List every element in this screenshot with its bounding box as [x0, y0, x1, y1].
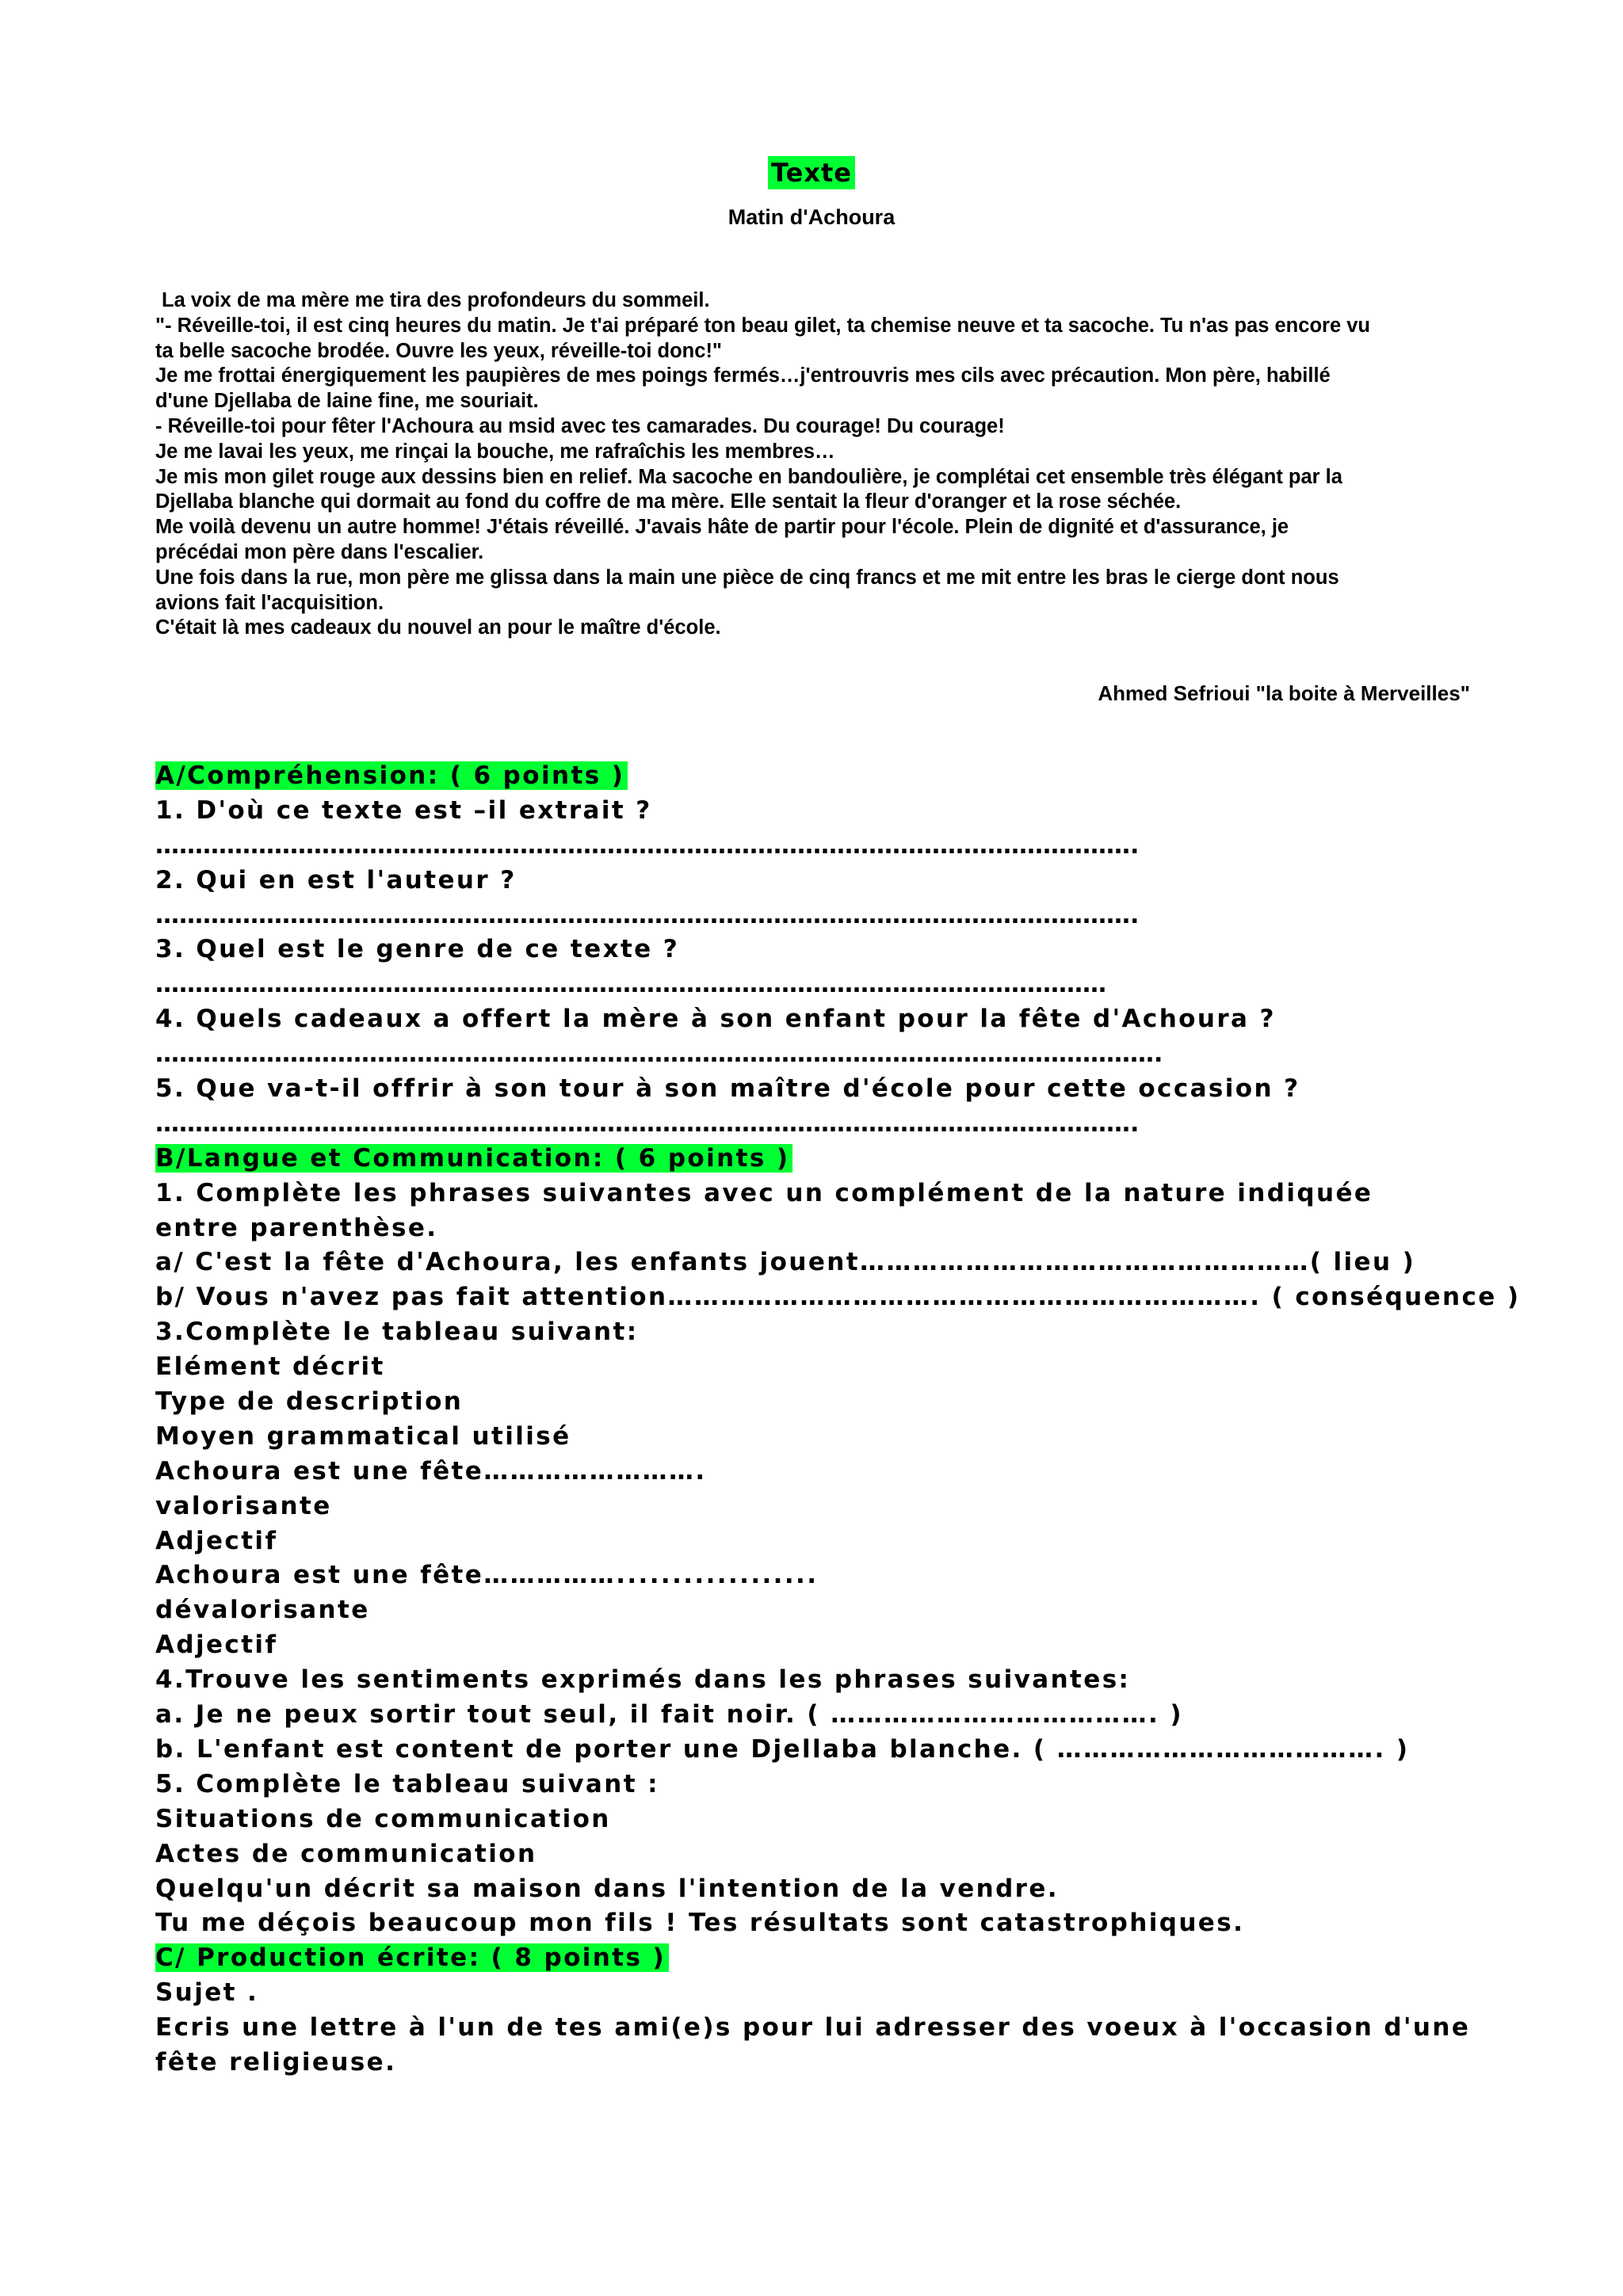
exercise-b4-item-a[interactable]: a. Je ne peux sortir tout seul, il fait noir. ( ………………………………. ) — [155, 1700, 1183, 1730]
answer-line-2[interactable]: ……………………………………………………………………………………………………………. — [155, 901, 1140, 929]
passage-line: - Réveille-toi pour fêter l'Achoura au msid avec tes camarades. Du courage! Du courage! — [155, 414, 1005, 437]
passage-line: d'une Djellaba de laine fine, me souriait. — [155, 390, 539, 413]
table-header-element: Elément décrit — [155, 1352, 385, 1382]
question-4: 4. Quels cadeaux a offert la mère à son enfant pour la fête d'Achoura ? — [155, 1005, 1276, 1034]
section-b-heading-line — [155, 1142, 1503, 1177]
question-2: 2. Qui en est l'auteur ? — [155, 865, 517, 894]
section-c-heading-line — [155, 1941, 1503, 1976]
table-cell: dévalorisante — [155, 1596, 370, 1625]
exercise-b3-heading: 3.Complète le tableau suivant: — [155, 1318, 639, 1347]
table-row-situation: Quelqu'un décrit sa maison dans l'intention de la vendre. — [155, 1874, 1059, 1903]
section-c-heading: C/ Production écrite: ( 8 points ) — [155, 1943, 669, 1972]
passage-line: Je me frottai énergiquement les paupières de mes poings fermés…j'entrouvris mes cils avec précaution. Mon père, habillé — [155, 364, 1331, 387]
question-1: 1. D'où ce texte est –il extrait ? — [155, 795, 652, 825]
passage-line: Une fois dans la rue, mon père me glissa dans la main une pièce de cinq francs et me mit entre les bras le cierge dont nous — [155, 566, 1339, 589]
page-title: Texte — [768, 156, 855, 189]
answer-line-3[interactable]: ………………………………………………………………………………………………………… — [155, 971, 1106, 999]
answer-line-1[interactable]: ……………………………………………………………………………………………………………. — [155, 831, 1140, 860]
table-cell: Adjectif — [155, 1526, 278, 1555]
exercise-b4-heading: 4.Trouve les sentiments exprimés dans les phrases suivantes: — [155, 1665, 1131, 1695]
passage-line: avions fait l'acquisition. — [155, 591, 384, 614]
passage-line: ta belle sacoche brodée. Ouvre les yeux, réveille-toi donc!" — [155, 339, 723, 362]
section-a-heading: A/Compréhension: ( 6 points ) — [155, 761, 628, 790]
section-b-heading: B/Langue et Communication: ( 6 points ) — [155, 1144, 792, 1173]
table-header-means: Moyen grammatical utilisé — [155, 1421, 571, 1451]
table-header-situations: Situations de communication — [155, 1804, 611, 1833]
exercise-b5-heading: 5. Complète le tableau suivant : — [155, 1769, 659, 1798]
table-row-situation: Tu me déçois beaucoup mon fils ! Tes résultats sont catastrophiques. — [155, 1909, 1245, 1938]
source-citation: Ahmed Sefrioui "la boite à Merveilles" — [1098, 681, 1470, 705]
passage-line: Je me lavai les yeux, me rinçai la bouche, me rafraîchis les membres… — [155, 440, 835, 463]
exercises — [155, 759, 1521, 2081]
exercise-b1-item-a[interactable]: a/ C'est la fête d'Achoura, les enfants jouent……………………………………………( lieu ) — [155, 1248, 1416, 1277]
table-header-type: Type de description — [155, 1387, 464, 1417]
passage-line: précédai mon père dans l'escalier. — [155, 540, 484, 563]
question-3: 3. Quel est le genre de ce texte ? — [155, 935, 680, 964]
reading-passage — [155, 288, 1487, 641]
passage-line: Djellaba blanche qui dormait au fond du coffre de ma mère. Elle sentait la fleur d'oranger et la rose séchée. — [155, 490, 1182, 513]
section-a-heading-line — [155, 759, 1503, 794]
title-container — [0, 155, 1623, 190]
passage-line: Je mis mon gilet rouge aux dessins bien en relief. Ma sacoche en bandoulière, je complétai cet ensemble très élégant par la — [155, 465, 1342, 488]
subject-line — [155, 1976, 1503, 2011]
passage-line: "- Réveille-toi, il est cinq heures du matin. Je t'ai préparé ton beau gilet, ta chemise neuve et ta sacoche. Tu n'as pas encore vu — [155, 314, 1370, 337]
subtitle-container — [0, 205, 1623, 230]
exercise-b1-instruction: 1. Complète les phrases suivantes avec un complément de la nature indiquée — [155, 1178, 1373, 1207]
passage-line: C'était là mes cadeaux du nouvel an pour le maître d'école. — [155, 616, 721, 639]
question-5: 5. Que va-t-il offrir à son tour à son maître d'école pour cette occasion ? — [155, 1074, 1300, 1104]
exercise-b1-instruction-cont: entre parenthèse. — [155, 1213, 438, 1242]
exercise-b1-item-b[interactable]: b/ Vous n'avez pas fait attention…………………………………………………………. ( conséquence ) — [155, 1283, 1521, 1312]
answer-line-4[interactable]: ………………………………………………………………………………………………………………. — [155, 1040, 1163, 1069]
subject-text-cont: fête religieuse. — [155, 2047, 397, 2077]
passage-line: La voix de ma mère me tira des profondeurs du sommeil. — [162, 289, 710, 311]
table-cell-fill[interactable]: Achoura est une fête…………….................. — [155, 1561, 819, 1590]
exercise-b4-item-b[interactable]: b. L'enfant est content de porter une Djellaba blanche. ( ………………………………. ) — [155, 1734, 1410, 1764]
answer-line-5[interactable]: ……………………………………………………………………………………………………………. — [155, 1109, 1140, 1138]
subject-label: Sujet . — [155, 1978, 259, 2008]
passage-line: Me voilà devenu un autre homme! J'étais réveillé. J'avais hâte de partir pour l'école. Plein de dignité et d'assurance, je — [155, 516, 1289, 539]
table-cell-fill[interactable]: Achoura est une fête……………………. — [155, 1456, 707, 1486]
table-cell: Adjectif — [155, 1630, 278, 1660]
subject-text: Ecris une lettre à l'un de tes ami(e)s pour lui adresser des voeux à l'occasion d'une — [155, 2013, 1471, 2042]
table-header-acts: Actes de communication — [155, 1839, 537, 1868]
table-cell: valorisante — [155, 1491, 332, 1520]
text-subtitle: Matin d'Achoura — [727, 205, 896, 229]
